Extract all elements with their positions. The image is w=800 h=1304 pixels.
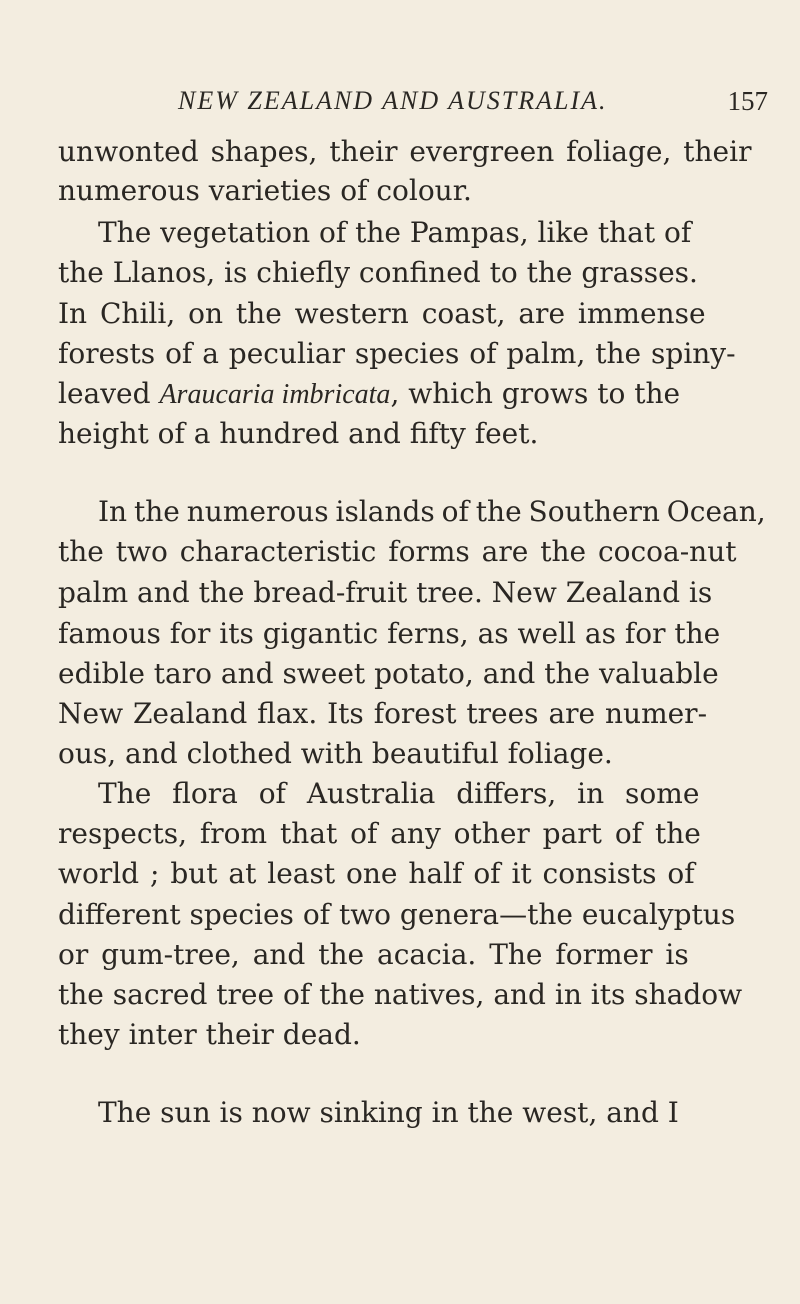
running-head: [58, 86, 768, 126]
text-line: In the numerous islands of the Southern Ocean,: [98, 495, 766, 528]
text-line: The vegetation of the Pampas, like that of: [98, 216, 692, 249]
text-fragment: leaved: [58, 377, 160, 410]
text-line: the sacred tree of the natives, and in its shadow: [58, 978, 743, 1011]
text-line: The sun is now sinking in the west, and I: [98, 1096, 679, 1129]
text-line: New Zealand flax. Its forest trees are numer-: [58, 697, 708, 730]
text-line: the Llanos, is chiefly confined to the grasses.: [58, 256, 698, 289]
text-line: numerous varieties of colour.: [58, 174, 472, 207]
running-title: NEW ZEALAND AND AUSTRALIA.: [178, 86, 608, 115]
species-name-italic: Araucaria imbricata: [159, 379, 391, 410]
text-line: In Chili, on the western coast, are immense: [58, 297, 706, 330]
text-line: unwonted shapes, their evergreen foliage, their: [58, 135, 752, 168]
text-fragment: , which grows to the: [390, 377, 681, 410]
text-line: famous for its gigantic ferns, as well as for the: [58, 617, 721, 650]
text-line: [58, 376, 680, 413]
text-line: height of a hundred and fifty feet.: [58, 417, 539, 450]
text-line: respects, from that of any other part of the: [58, 817, 701, 850]
text-line: different species of two genera—the eucalyptus: [58, 898, 736, 931]
text-line: the two characteristic forms are the cocoa-nut: [58, 535, 737, 568]
text-line: palm and the bread-fruit tree. New Zealand is: [58, 576, 713, 609]
text-line: forests of a peculiar species of palm, the spiny-: [58, 337, 736, 370]
page-number: 157: [727, 86, 768, 116]
text-line: ous, and clothed with beautiful foliage.: [58, 737, 613, 770]
text-line: or gum-tree, and the acacia. The former is: [58, 938, 689, 971]
text-line: edible taro and sweet potato, and the valuable: [58, 657, 719, 690]
text-line: they inter their dead.: [58, 1018, 361, 1051]
text-line: world ; but at least one half of it consists of: [58, 857, 695, 890]
text-line: The flora of Australia differs, in some: [98, 777, 700, 810]
